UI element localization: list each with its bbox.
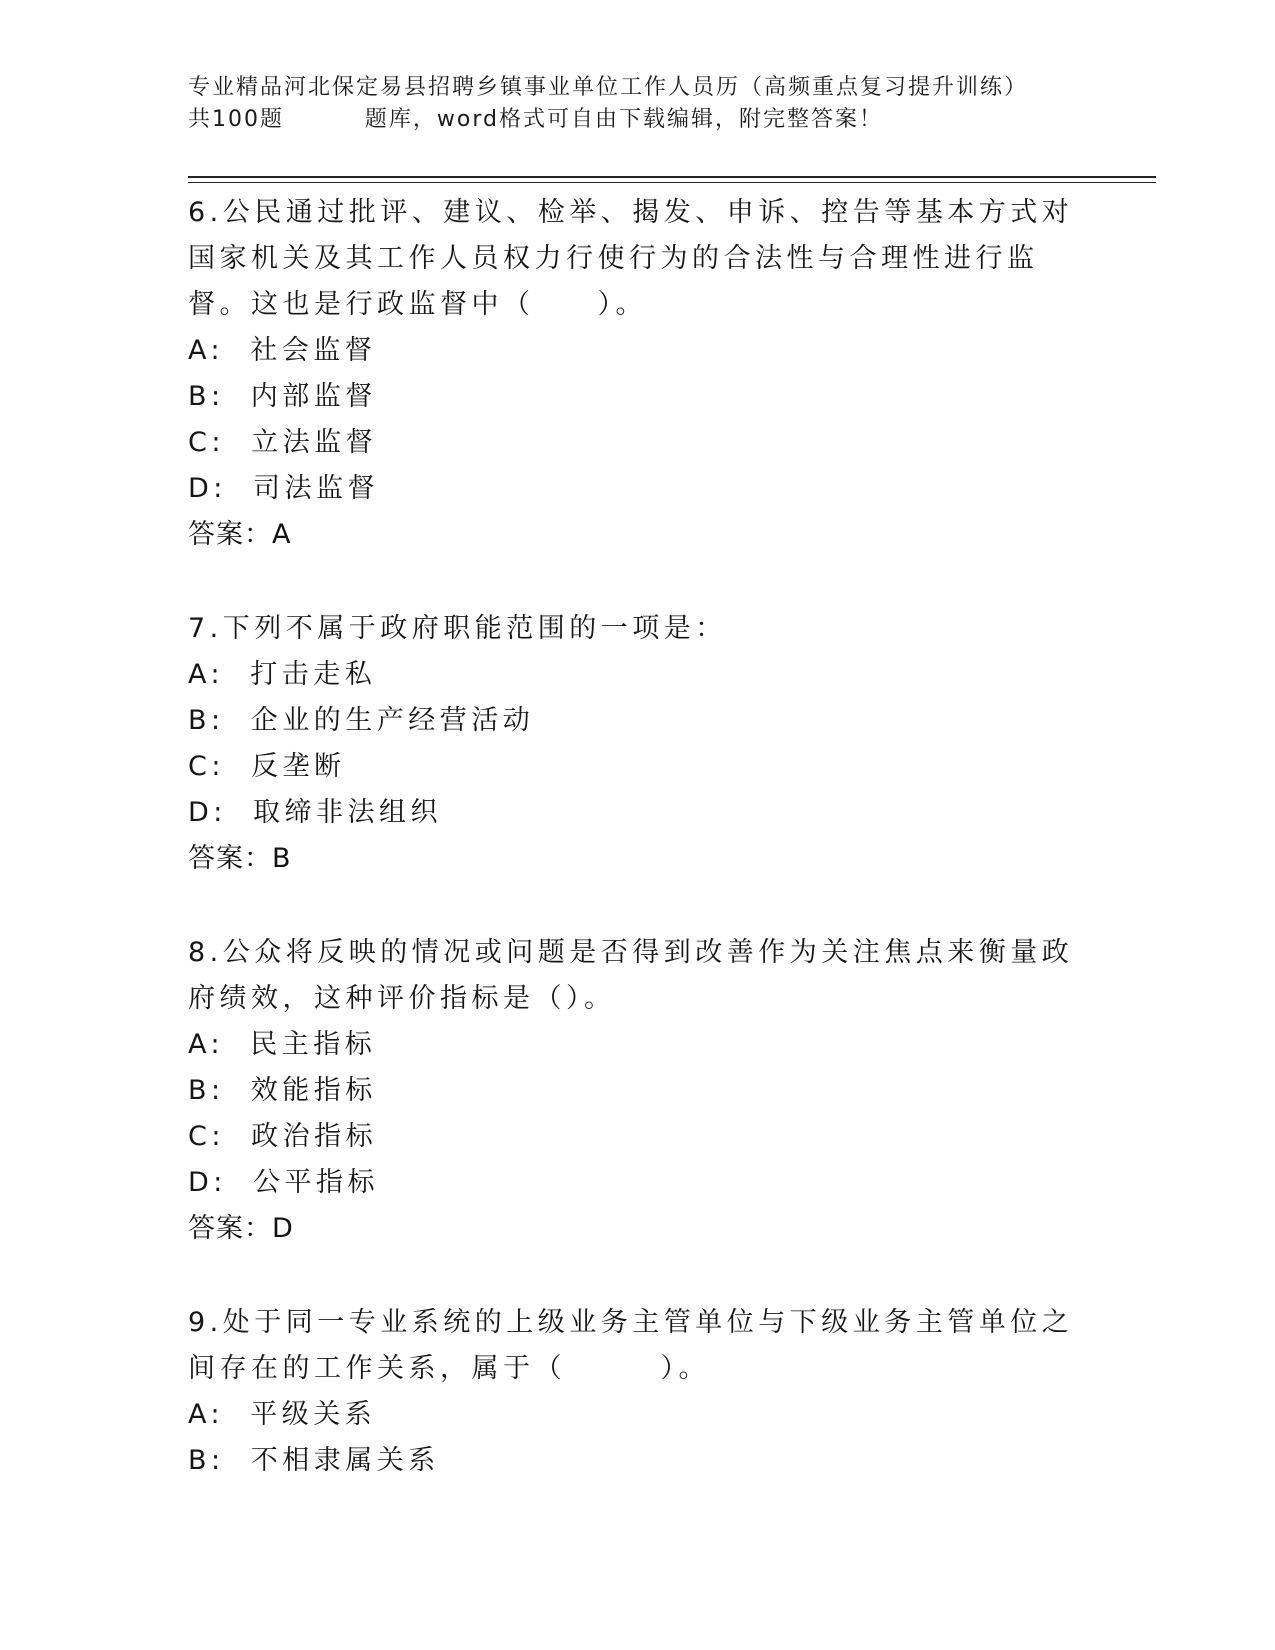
answer-label: 答案：D [188, 1213, 294, 1244]
option-b: B: 效能指标 [188, 1075, 377, 1106]
option-a: A: 民主指标 [188, 1029, 377, 1060]
answer-label: 答案：B [188, 843, 292, 874]
header-divider-thick [188, 176, 1156, 178]
answer-label: 答案：A [188, 519, 292, 550]
option-c: C: 立法监督 [188, 427, 378, 458]
option-d: D: 取缔非法组织 [188, 797, 443, 828]
option-a: A: 打击走私 [188, 659, 377, 690]
question-6 [188, 190, 1088, 558]
option-a: A: 平级关系 [188, 1399, 377, 1430]
option-d: D: 司法监督 [188, 473, 380, 504]
question-text: 9.处于同一专业系统的上级业务主管单位与下级业务主管单位之间存在的工作关系，属于（ ）。 [188, 1307, 1074, 1384]
option-c: C: 政治指标 [188, 1121, 378, 1152]
option-a: A: 社会监督 [188, 335, 377, 366]
question-7 [188, 606, 1088, 882]
question-text: 6.公民通过批评、建议、检举、揭发、申诉、控告等基本方式对国家机关及其工作人员权力行使行为的合法性与合理性进行监督。这也是行政监督中（ ）。 [188, 197, 1074, 320]
question-8 [188, 930, 1088, 1252]
question-9 [188, 1300, 1088, 1484]
option-b: B: 不相隶属关系 [188, 1445, 440, 1476]
header-divider-thin [188, 182, 1156, 183]
header-subtitle-line: 共100题 题库，word格式可自由下载编辑，附完整答案！ [188, 107, 884, 132]
question-text: 7.下列不属于政府职能范围的一项是： [188, 613, 727, 644]
option-b: B: 内部监督 [188, 381, 377, 412]
document-header [188, 72, 1148, 136]
question-list [188, 190, 1088, 1532]
option-d: D: 公平指标 [188, 1167, 380, 1198]
option-b: B: 企业的生产经营活动 [188, 705, 535, 736]
header-title-line: 专业精品河北保定易县招聘乡镇事业单位工作人员历（高频重点复习提升训练） [188, 75, 1029, 100]
question-text: 8.公众将反映的情况或问题是否得到改善作为关注焦点来衡量政府绩效，这种评价指标是（）。 [188, 937, 1074, 1014]
option-c: C: 反垄断 [188, 751, 346, 782]
